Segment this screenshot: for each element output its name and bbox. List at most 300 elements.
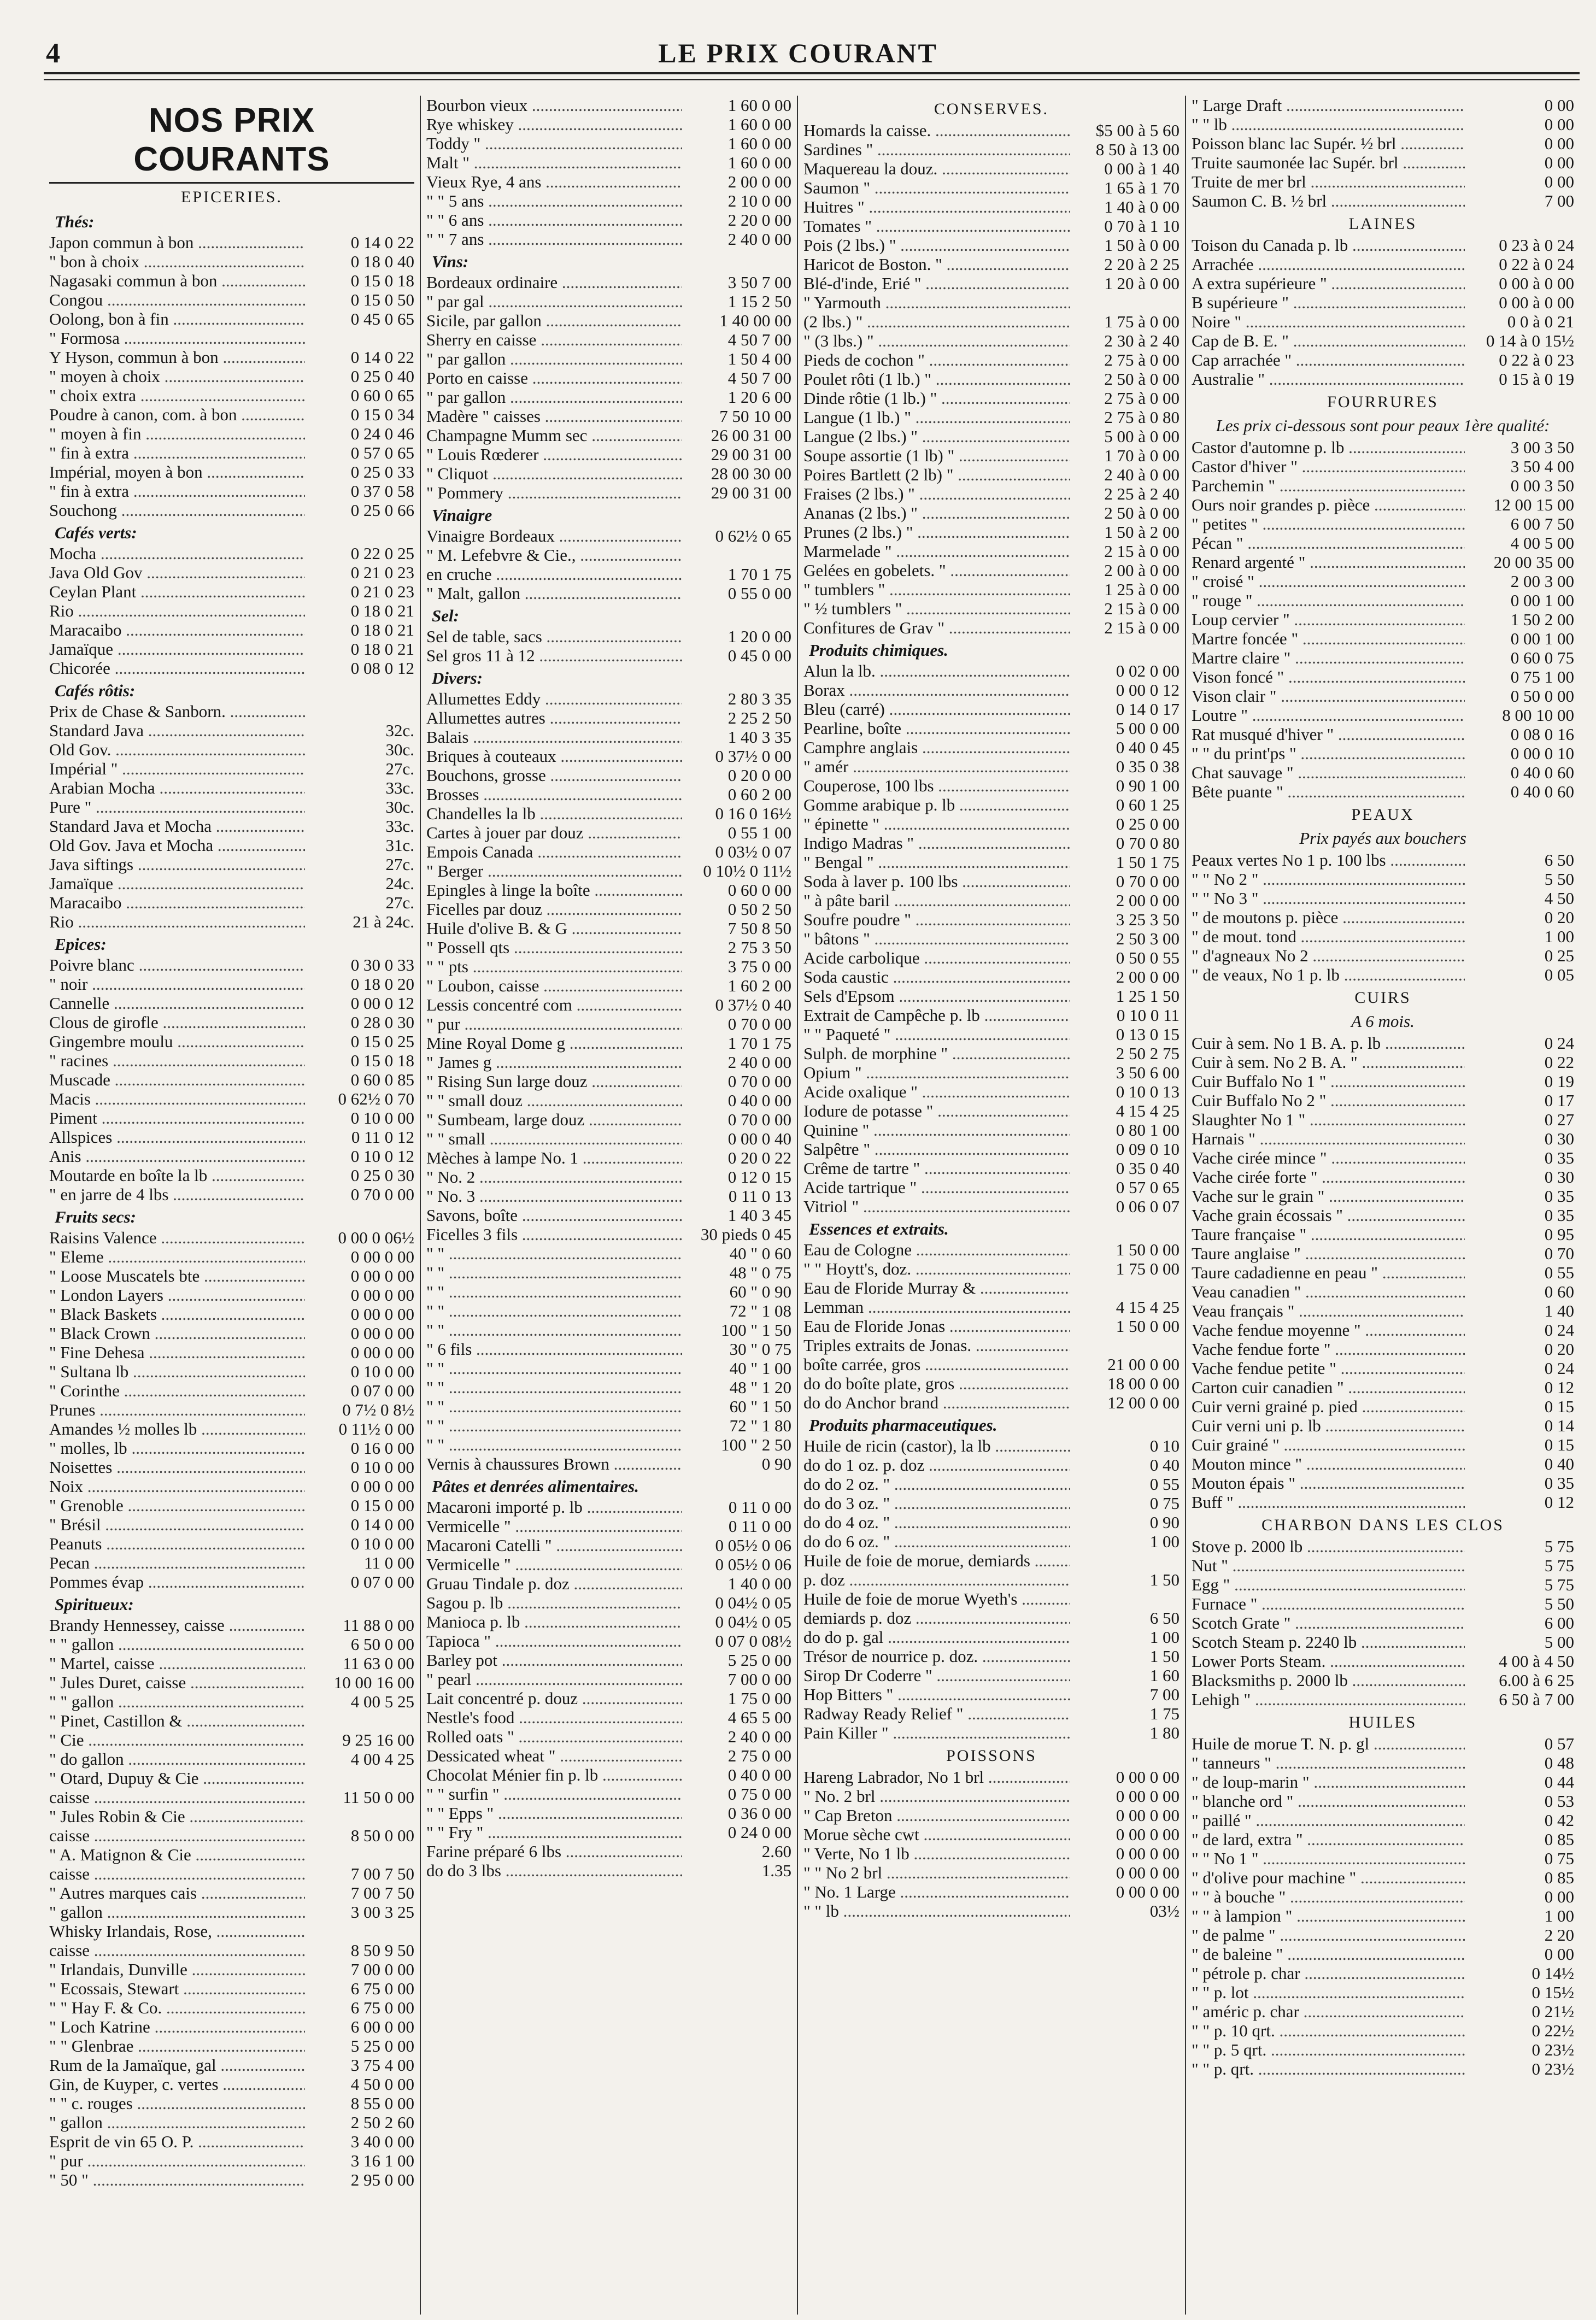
item-price: 6 00 7 50 [1510, 514, 1574, 533]
item-price: 0 40 [1544, 1454, 1574, 1473]
item-name: demiards p. doz ..... [803, 1608, 1070, 1628]
item-price: 4 15 4 25 [1116, 1297, 1180, 1317]
subsection-heading: Fruits secs: [55, 1207, 136, 1226]
price-row [426, 191, 791, 210]
item-price: 0 11 0 00 [728, 1497, 791, 1517]
item-price: 0 12 [1544, 1493, 1574, 1512]
item-price: 1 40 [1544, 1301, 1574, 1320]
price-row [1192, 927, 1574, 946]
item-name: Loup cervier " ..... [1192, 610, 1465, 629]
item-name: Sulph. de morphine " ..... [803, 1044, 1070, 1063]
price-row [426, 1416, 791, 1435]
item-price: 0 35 [1544, 1473, 1574, 1493]
item-price: 0 53 [1544, 1792, 1574, 1811]
item-name: " " p. lot ..... [1192, 1983, 1465, 2002]
item-name: Egg " ..... [1192, 1575, 1465, 1594]
item-name: p. doz ..... [803, 1570, 1070, 1589]
item-name: " par gal ..... [426, 292, 682, 311]
price-row [1192, 1206, 1574, 1225]
item-name: Noire " ..... [1192, 312, 1465, 331]
item-name: " de lard, extra " ..... [1192, 1830, 1465, 1849]
item-name: Truite de mer brl ..... [1192, 172, 1465, 191]
item-name: A extra supérieure " ..... [1192, 274, 1465, 293]
item-name: Cuir verni grainé p. pied ..... [1192, 1397, 1465, 1416]
item-name: Acide tartrique " ..... [803, 1178, 1070, 1197]
item-name: " rouge " ..... [1192, 591, 1465, 610]
item-price: 0 14 [1544, 1416, 1574, 1435]
item-name: Vache cirée mince " ..... [1192, 1148, 1465, 1167]
item-name: Maracaibo ..... [49, 893, 305, 912]
item-name: " Loose Muscatels bte ..... [49, 1266, 305, 1285]
item-name: Arabian Mocha ..... [49, 778, 305, 797]
price-row [1192, 1187, 1574, 1206]
price-row [1192, 1613, 1574, 1632]
item-price: 0 25 0 33 [350, 462, 414, 481]
item-price: 11 0 00 [364, 1553, 414, 1572]
price-row [426, 1187, 791, 1206]
item-price: 5 50 [1544, 870, 1574, 889]
price-row [49, 544, 414, 563]
price-row [1192, 1282, 1574, 1301]
price-row [1192, 744, 1574, 763]
item-price: 0 09 0 10 [1116, 1140, 1180, 1159]
item-price: 0 00 0 00 [1116, 1825, 1180, 1844]
item-name: Bordeaux ordinaire ..... [426, 273, 682, 292]
item-name: Jamaïque ..... [49, 639, 305, 659]
price-row [803, 929, 1180, 948]
price-row [49, 1692, 414, 1711]
item-price: 0 19 [1544, 1072, 1574, 1091]
item-name: Couperose, 100 lbs ..... [803, 776, 1070, 795]
item-name: Crême de tartre " ..... [803, 1159, 1070, 1178]
item-name: " fin à extra ..... [49, 481, 305, 501]
item-name: Gelées en gobelets. " ..... [803, 561, 1070, 580]
item-price: 4 50 [1544, 889, 1574, 908]
item-name: Indigo Madras " ..... [803, 833, 1070, 853]
price-row [1192, 850, 1574, 870]
item-price: 1 70 à 0 00 [1104, 446, 1180, 465]
price-row [49, 759, 414, 778]
item-price: 27c. [385, 759, 414, 778]
item-name: Impérial " ..... [49, 759, 305, 778]
price-row [426, 1842, 791, 1861]
item-price: 0 50 0 00 [1510, 686, 1574, 706]
item-price: 0 20 [1544, 1340, 1574, 1359]
item-name: caisse ..... [49, 1826, 305, 1845]
price-row [49, 702, 414, 721]
item-price: 72 " 1 08 [729, 1301, 791, 1320]
item-price: 1 75 0 00 [1116, 1259, 1180, 1278]
item-price: 1 60 0 00 [727, 115, 791, 134]
price-column-4 [1186, 96, 1580, 2315]
item-name: Old Gov. ..... [49, 740, 305, 759]
price-row [426, 1861, 791, 1880]
item-name: " " 6 ans ..... [426, 210, 682, 230]
item-name: Hop Bitters " ..... [803, 1685, 1070, 1704]
price-row [803, 1494, 1180, 1513]
item-price: 1 65 à 1 70 [1104, 178, 1180, 197]
item-name: Chicorée ..... [49, 659, 305, 678]
item-price: 40 " 0 60 [729, 1244, 791, 1263]
price-row [803, 719, 1180, 738]
price-row [803, 1475, 1180, 1494]
item-name: " Brésil ..... [49, 1515, 305, 1534]
item-price: 1 50 [1149, 1647, 1180, 1666]
item-price: 0 16 0 16½ [715, 804, 791, 823]
item-price: 1 25 à 0 00 [1104, 580, 1180, 599]
item-name: Farine préparé 6 lbs ..... [426, 1842, 682, 1861]
price-row [426, 1378, 791, 1397]
item-name: " " No 2 " ..... [1192, 870, 1465, 889]
price-row [1192, 686, 1574, 706]
price-row [426, 1320, 791, 1340]
price-row [49, 721, 414, 740]
item-name: Sel de table, sacs ..... [426, 627, 682, 646]
item-name: Poudre à canon, com. à bon ..... [49, 405, 305, 424]
price-row [1192, 591, 1574, 610]
item-price: 0 00 à 1 40 [1104, 159, 1180, 178]
item-price: 2 15 à 0 00 [1104, 618, 1180, 637]
price-row [1192, 1301, 1574, 1320]
price-row [426, 804, 791, 823]
price-row [426, 785, 791, 804]
item-price: 60 " 0 90 [729, 1282, 791, 1301]
item-price: 4 50 0 00 [350, 2075, 414, 2094]
price-row [1192, 191, 1574, 210]
price-row [426, 483, 791, 502]
item-price: 0 18 0 21 [350, 620, 414, 639]
item-name: Moutarde en boîte la lb ..... [49, 1166, 305, 1185]
item-price: 2 80 3 35 [727, 689, 791, 708]
price-row [49, 1864, 414, 1883]
item-name: " No. 2 brl ..... [803, 1787, 1070, 1806]
item-price: 0 00 0 10 [1510, 744, 1574, 763]
item-price: 0 60 1 25 [1116, 795, 1180, 814]
item-price: 24c. [385, 874, 414, 893]
item-name: " No. 2 ..... [426, 1167, 682, 1187]
price-row [1192, 1110, 1574, 1129]
item-name: " Jules Robin & Cie ..... [49, 1807, 305, 1826]
item-name: Rum de la Jamaïque, gal ..... [49, 2055, 305, 2075]
price-row [426, 1593, 791, 1612]
price-row [426, 1670, 791, 1689]
item-name: Martre foncée " ..... [1192, 629, 1465, 648]
item-name: Homards la caisse. ..... [803, 121, 1070, 140]
price-row [49, 1089, 414, 1108]
item-name: Cuir à sem. No 2 B. A. " ..... [1192, 1053, 1465, 1072]
price-row [426, 1497, 791, 1517]
item-price: 0 10 0 12 [350, 1147, 414, 1166]
item-name: Castor d'automne p. lb ..... [1192, 438, 1465, 457]
price-row [1192, 1753, 1574, 1772]
section-heading: POISSONS [946, 1747, 1037, 1765]
item-name: Epingles à linge la boîte ..... [426, 880, 682, 900]
item-price: 0 44 [1544, 1772, 1574, 1792]
item-name: " Possell qts ..... [426, 938, 682, 957]
price-row [49, 328, 414, 348]
price-row [1192, 1632, 1574, 1652]
price-row [49, 2075, 414, 2094]
price-row [426, 766, 791, 785]
price-row [49, 1883, 414, 1902]
item-name: " de baleine " ..... [1192, 1945, 1465, 1964]
price-row [803, 795, 1180, 814]
item-price: 0 35 0 38 [1116, 757, 1180, 776]
item-price: 0 00 0 00 [1116, 1844, 1180, 1863]
item-name: Allspices ..... [49, 1127, 305, 1147]
price-row [1192, 2059, 1574, 2078]
item-name: Acide oxalique " ..... [803, 1082, 1070, 1101]
item-price: 48 " 1 20 [729, 1378, 791, 1397]
item-price: 0 08 0 12 [350, 659, 414, 678]
item-price: 0 00 0 00 [350, 1266, 414, 1285]
item-price: 0 10 0 13 [1116, 1082, 1180, 1101]
price-row [803, 1532, 1180, 1551]
item-price: 0 15 0 25 [350, 1032, 414, 1051]
price-row [803, 872, 1180, 891]
item-name: Huile de foie de morue Wyeth's ..... [803, 1589, 1070, 1608]
item-name: " épinette " ..... [803, 814, 1070, 833]
subsection-heading: Produits pharmaceutiques. [809, 1416, 998, 1435]
item-price: 27c. [385, 893, 414, 912]
price-row [426, 445, 791, 464]
item-price: 1 75 à 0 00 [1104, 312, 1180, 331]
item-name: Lower Ports Steam. ..... [1192, 1652, 1465, 1671]
item-name: Huile de foie de morue, demiards ..... [803, 1551, 1070, 1570]
item-price: 29 00 31 00 [711, 445, 791, 464]
price-row [803, 1374, 1180, 1393]
item-name: " blanche ord " ..... [1192, 1792, 1465, 1811]
subsection-heading: Cafés rôtis: [55, 681, 136, 700]
item-price: 3 75 0 00 [727, 957, 791, 976]
price-row [49, 974, 414, 994]
item-name: Balais ..... [426, 727, 682, 747]
price-row [1192, 1397, 1574, 1416]
price-row [426, 210, 791, 230]
price-row [426, 1053, 791, 1072]
price-row [803, 236, 1180, 255]
item-name: " " ..... [426, 1435, 682, 1454]
item-name: Pecan ..... [49, 1553, 305, 1572]
price-row [1192, 293, 1574, 312]
item-name: Oolong, bon à fin ..... [49, 309, 305, 328]
item-name: " " p. qrt. ..... [1192, 2059, 1465, 2078]
price-row [1192, 1575, 1574, 1594]
price-row [49, 1419, 414, 1438]
item-price: 0 75 0 00 [727, 1784, 791, 1804]
price-row [803, 700, 1180, 719]
price-row [803, 1685, 1180, 1704]
price-row [803, 1393, 1180, 1412]
item-price: 3 50 6 00 [1116, 1063, 1180, 1082]
item-name: Bourbon vieux ..... [426, 96, 682, 115]
price-row [426, 938, 791, 957]
price-row [426, 823, 791, 842]
item-price: 0 30 [1544, 1167, 1574, 1187]
price-row [49, 1400, 414, 1419]
price-row [803, 680, 1180, 700]
price-row [426, 1091, 791, 1110]
price-row [1192, 1652, 1574, 1671]
item-price: 0 21 0 23 [350, 563, 414, 582]
item-price: 6.00 à 6 25 [1499, 1671, 1574, 1690]
item-price: 8 50 à 13 00 [1095, 140, 1180, 159]
item-name: Tapioca " ..... [426, 1631, 682, 1651]
price-row [49, 1147, 414, 1166]
item-price: 0 23½ [1532, 2040, 1574, 2059]
item-name: do do 6 oz. " ..... [803, 1532, 1070, 1551]
price-row [803, 1513, 1180, 1532]
item-name: Cap arrachée " ..... [1192, 350, 1465, 369]
item-price: 0 7½ 0 8½ [342, 1400, 414, 1419]
price-row [49, 893, 414, 912]
price-row [49, 836, 414, 855]
subsection-heading: Spiritueux: [55, 1595, 134, 1614]
item-name: " Fine Dehesa ..... [49, 1343, 305, 1362]
price-row [49, 1051, 414, 1070]
price-row [49, 855, 414, 874]
header-rule [44, 72, 1580, 74]
price-row [49, 1438, 414, 1458]
price-row [426, 900, 791, 919]
item-price: 0 05 [1544, 965, 1574, 984]
price-row [426, 1689, 791, 1708]
subsection-heading: Epices: [55, 935, 107, 954]
item-name: Eau de Floride Murray & ..... [803, 1278, 1070, 1297]
item-price: 0 50 0 55 [1116, 948, 1180, 967]
item-price: 0 11½ 0 00 [338, 1419, 414, 1438]
item-price: 0 00 0 00 [1116, 1767, 1180, 1787]
item-name: " Ecossais, Stewart ..... [49, 1979, 305, 1998]
item-name: Toison du Canada p. lb ..... [1192, 236, 1465, 255]
price-row [803, 312, 1180, 331]
price-row [426, 565, 791, 584]
item-price: 18 00 0 00 [1107, 1374, 1180, 1393]
price-row [49, 1458, 414, 1477]
item-name: " Formosa ..... [49, 328, 305, 348]
item-name: Vache fendue forte " ..... [1192, 1340, 1465, 1359]
price-row [803, 1336, 1180, 1355]
item-name: Vinaigre Bordeaux ..... [426, 526, 682, 545]
item-name: " " Fry " ..... [426, 1823, 682, 1842]
price-row [1192, 610, 1574, 629]
item-name: " Otard, Dupuy & Cie ..... [49, 1769, 305, 1788]
item-name: do do boîte plate, gros ..... [803, 1374, 1070, 1393]
item-name: Vermicelle " ..... [426, 1555, 682, 1574]
item-price: 0 15 [1544, 1435, 1574, 1454]
item-price: 2 20 0 00 [727, 210, 791, 230]
price-row [803, 1317, 1180, 1336]
item-name: Cuir verni uni p. lb ..... [1192, 1416, 1465, 1435]
item-name: Ficelles par douz ..... [426, 900, 682, 919]
price-row [49, 1769, 414, 1788]
price-row [1192, 1340, 1574, 1359]
price-row [1192, 514, 1574, 533]
item-price: 2 15 à 0 00 [1104, 542, 1180, 561]
item-price: 0 17 [1544, 1091, 1574, 1110]
price-row [803, 738, 1180, 757]
item-price: 0 05½ 0 06 [715, 1555, 791, 1574]
item-price: 11 63 0 00 [343, 1654, 414, 1673]
item-price: 0 10 0 00 [350, 1362, 414, 1381]
price-row [803, 1120, 1180, 1140]
item-price: 2 50 2 75 [1116, 1044, 1180, 1063]
item-price: 3 00 3 25 [350, 1902, 414, 1922]
item-price: 0 00 3 50 [1510, 476, 1574, 495]
item-price: 2 50 3 00 [1116, 929, 1180, 948]
item-name: Noisettes ..... [49, 1458, 305, 1477]
price-row [1192, 1416, 1574, 1435]
item-name: Huile de morue T. N. p. gl ..... [1192, 1734, 1465, 1753]
item-price: 2 75 0 00 [727, 1746, 791, 1765]
item-name: " " gallon ..... [49, 1692, 305, 1711]
price-row [803, 1240, 1180, 1259]
item-price: 2 00 0 00 [727, 172, 791, 191]
price-row [49, 912, 414, 931]
item-name: Vison clair " ..... [1192, 686, 1465, 706]
price-row [49, 481, 414, 501]
price-row [1192, 476, 1574, 495]
item-name: " " pts ..... [426, 957, 682, 976]
item-price: 0 00 0 00 [350, 1247, 414, 1266]
price-row [426, 172, 791, 191]
price-row [803, 1063, 1180, 1082]
item-price: 5 00 0 00 [1116, 719, 1180, 738]
item-name: " moyen à choix ..... [49, 367, 305, 386]
item-price: 0 06 0 07 [1116, 1197, 1180, 1216]
item-price: 0 00 0 00 [1116, 1806, 1180, 1825]
item-price: 0 00 0 00 [1116, 1863, 1180, 1882]
item-name: Poires Bartlett (2 lb) " ..... [803, 465, 1070, 484]
section-heading: LAINES [1348, 215, 1417, 233]
item-price: 0 55 1 00 [727, 823, 791, 842]
price-row [803, 1901, 1180, 1920]
item-price: 0 00 0 00 [350, 1477, 414, 1496]
item-name: Huile d'olive B. & G ..... [426, 919, 682, 938]
item-price: 1 60 2 00 [727, 976, 791, 995]
item-name: Opium " ..... [803, 1063, 1070, 1082]
item-name: Dinde rôtie (1 lb.) " ..... [803, 389, 1070, 408]
item-price: 0 55 0 00 [727, 584, 791, 603]
item-price: 0 10 [1149, 1436, 1180, 1455]
subsection-heading: Vins: [432, 252, 469, 271]
item-name: Whisky Irlandais, Rose, ..... [49, 1922, 305, 1941]
item-name: caisse ..... [49, 1788, 305, 1807]
item-name: " Martel, caisse ..... [49, 1654, 305, 1673]
item-name: Martre claire " ..... [1192, 648, 1465, 667]
item-price: 3 00 3 50 [1510, 438, 1574, 457]
item-price: 0 14 0 22 [350, 233, 414, 252]
item-name: Vache fendue moyenne " ..... [1192, 1320, 1465, 1340]
item-price: 21 00 0 00 [1107, 1355, 1180, 1374]
price-row [803, 1882, 1180, 1901]
section-heading: PEAUX [1351, 806, 1415, 824]
item-price: 0 00 0 00 [350, 1285, 414, 1305]
item-name: Hareng Labrador, No 1 brl ..... [803, 1767, 1070, 1787]
item-price: 6 50 0 00 [350, 1635, 414, 1654]
price-row [1192, 2040, 1574, 2059]
price-row [426, 1454, 791, 1473]
item-price: 1 40 à 0 00 [1104, 197, 1180, 216]
price-row [1192, 706, 1574, 725]
item-name: " pur ..... [426, 1014, 682, 1033]
item-price: 0 60 2 00 [727, 785, 791, 804]
item-name: caisse ..... [49, 1941, 305, 1960]
item-price: 0 55 [1149, 1475, 1180, 1494]
price-row [803, 293, 1180, 312]
price-row [1192, 1887, 1574, 1906]
item-name: " petites " ..... [1192, 514, 1465, 533]
